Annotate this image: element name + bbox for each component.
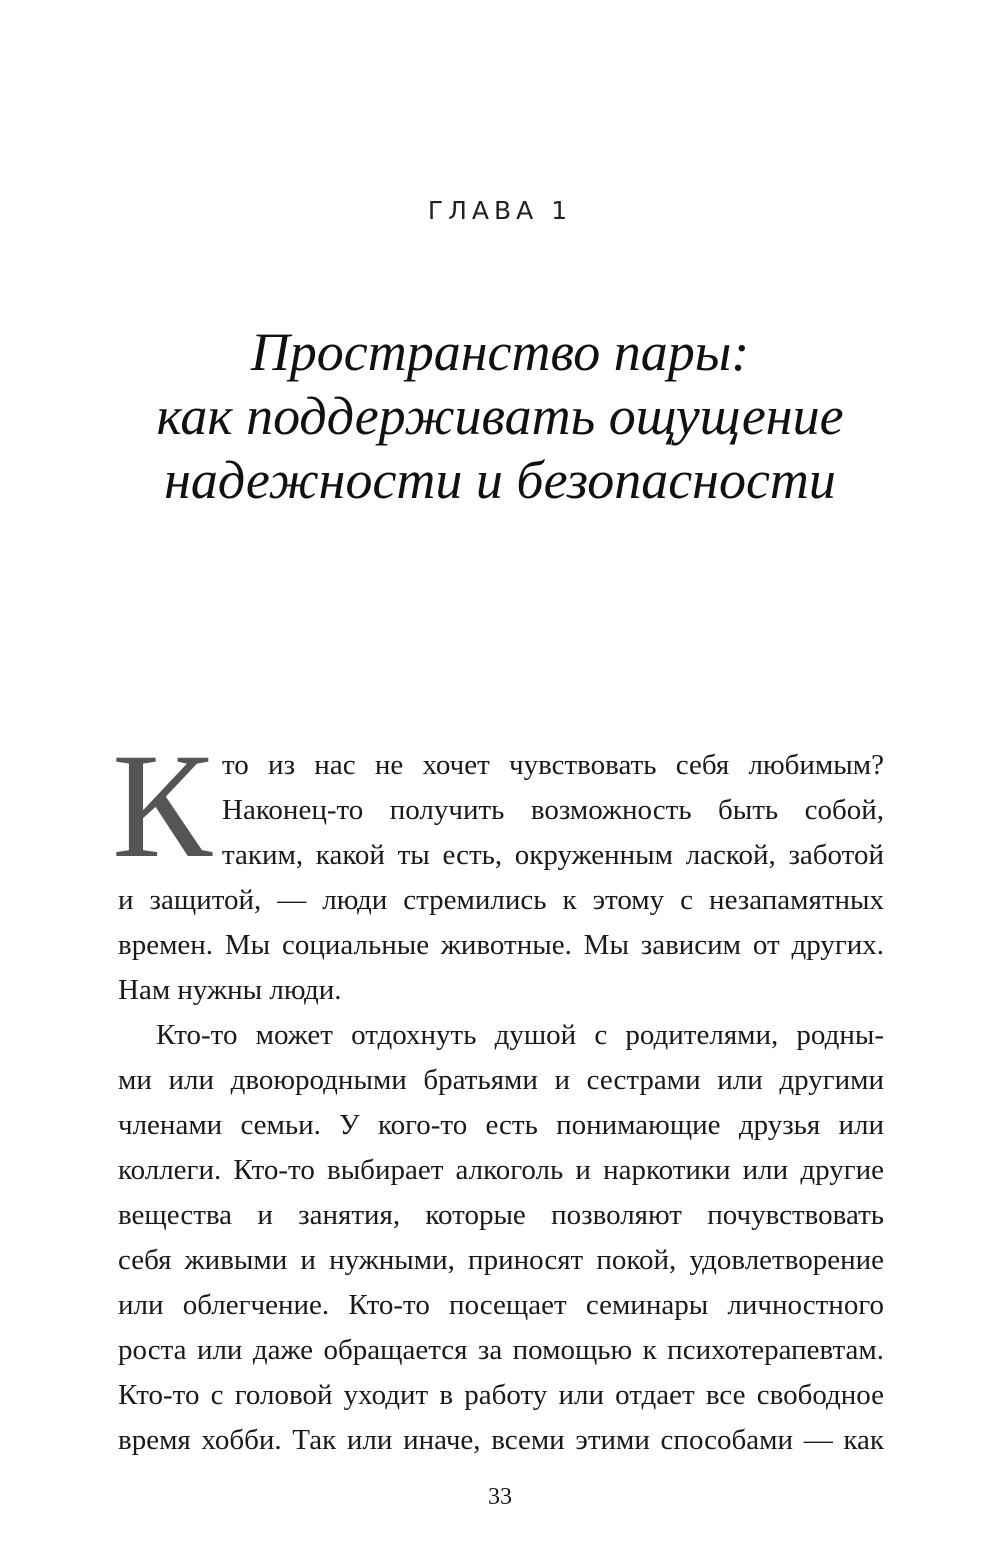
text-line: Наконец-то получить возможность быть собой, (222, 794, 884, 826)
text-line: роста или даже обращается за помощью к психотерапевтам. (118, 1334, 884, 1366)
drop-cap: К (112, 723, 213, 889)
text-line: Кто-то может отдохнуть душой с родителями, родны- (156, 1019, 884, 1051)
text-line: времен. Мы социальные животные. Мы зависим от других. (118, 929, 884, 961)
text-line: Кто-то с головой уходит в работу или отдает все свободное (118, 1379, 884, 1411)
title-line: надежности и безопасности (164, 450, 836, 510)
text-line: ми или двоюродными братьями и сестрами или другими (118, 1064, 884, 1096)
text-line: себя живыми и нужными, приносят покой, удовлетворение (118, 1244, 884, 1276)
text-line: то из нас не хочет чувствовать себя любимым? (222, 749, 884, 781)
text-line: коллеги. Кто-то выбирает алкоголь и наркотики или другие (118, 1154, 884, 1186)
text-line: таким, какой ты есть, окруженным лаской, заботой (222, 839, 884, 871)
page-number: 33 (488, 1484, 512, 1510)
title-line: Пространство пары: (250, 322, 750, 382)
text-line: членами семьи. У кого-то есть понимающие друзья или (118, 1109, 884, 1141)
text-line: или облегчение. Кто-то посещает семинары личностного (118, 1289, 884, 1321)
text-line: и защитой, — люди стремились к этому с незапамятных (118, 884, 884, 916)
text-line: время хобби. Так или иначе, всеми этими способами — как (118, 1424, 884, 1456)
text-line: вещества и занятия, которые позволяют почувствовать (118, 1199, 884, 1231)
text-line: Нам нужны люди. (118, 974, 342, 1006)
chapter-title (0, 320, 1000, 512)
title-line: как поддерживать ощущение (156, 386, 844, 446)
chapter-label: ГЛАВА 1 (427, 196, 573, 225)
